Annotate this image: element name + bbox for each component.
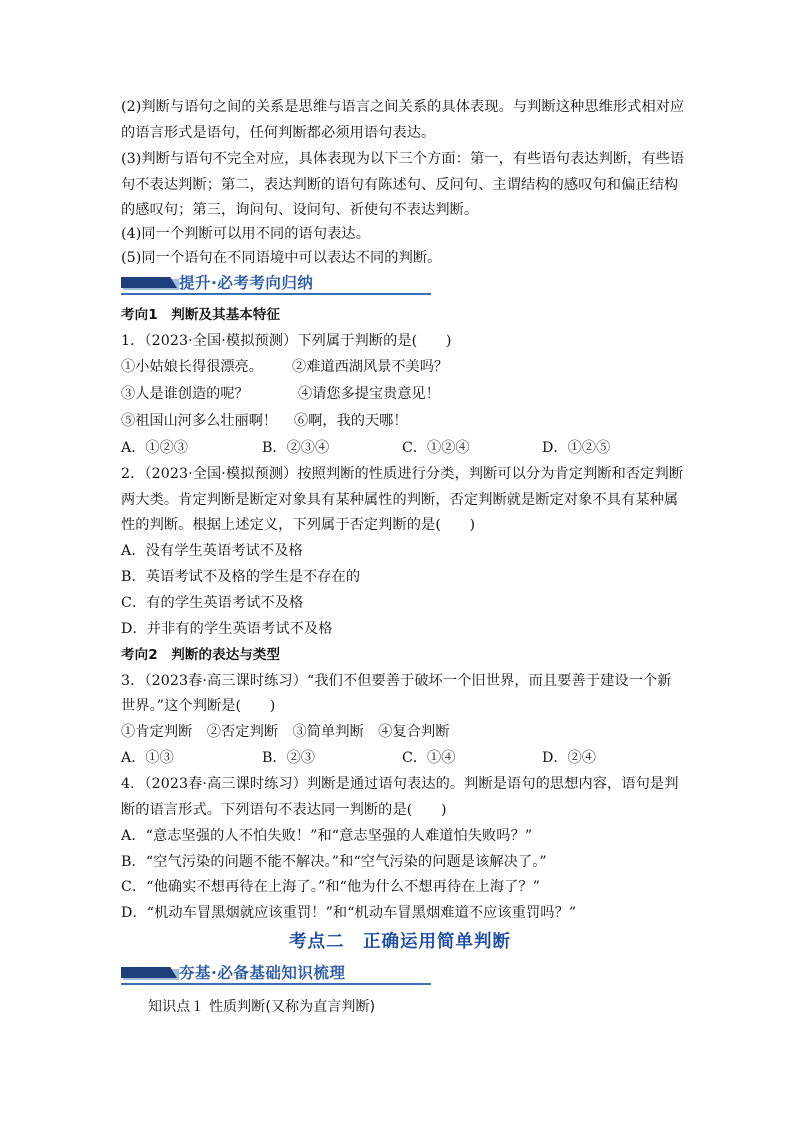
banner-title: 夯基·必备基础知识梳理 xyxy=(179,964,346,982)
q4-stem-line1: 4．（2023春·高三课时练习）判断是通过语句表达的。判断是语句的思想内容，语句是判 xyxy=(121,776,679,792)
q2-option-b: B．英语考试不及格的学生是不存在的 xyxy=(121,569,361,585)
q1-option-c: C．①②④ xyxy=(402,440,470,456)
q4-option-a: A．“意志坚强的人不怕失败！”和“意志坚强的人难道怕失败吗？” xyxy=(121,828,533,844)
q3-items: ①肯定判断 ②否定判断 ③简单判断 ④复合判断 xyxy=(121,724,450,740)
direction-1-heading: 考向1 判断及其基本特征 xyxy=(121,307,281,323)
q2-stem-line2: 两大类。肯定判断是断定对象具有某种属性的判断，否定判断就是断定对象不具有某种属 xyxy=(121,492,679,508)
q1-item-6: ⑥啊，我的天哪！ xyxy=(294,413,408,429)
q1-item-1: ①小姑娘长得很漂亮。 xyxy=(121,359,263,375)
q1-item-3: ③人是谁创造的呢？ xyxy=(121,386,249,402)
intro-p3-line1: (3)判断与语句不完全对应，具体表现为以下三个方面：第一，有些语句表达判断，有些语 xyxy=(121,151,685,167)
section-banner-foundation xyxy=(121,962,431,986)
q3-option-d: D．②④ xyxy=(542,750,596,766)
intro-p5: (5)同一个语句在不同语境中可以表达不同的判断。 xyxy=(121,250,442,266)
q2-stem-line1: 2．（2023·全国·模拟预测）按照判断的性质进行分类，判断可以分为肯定判断和否定判断 xyxy=(121,466,684,482)
q4-option-d: D．“机动车冒黑烟就应该重罚！”和“机动车冒黑烟难道不应该重罚吗？” xyxy=(121,905,577,921)
intro-p4: (4)同一个判断可以用不同的语句表达。 xyxy=(121,226,370,242)
section-banner-improve xyxy=(121,272,431,296)
q2-option-d: D．并非有的学生英语考试不及格 xyxy=(121,621,333,637)
q2-stem-line3: 性的判断。根据上述定义，下列属于否定判断的是( ) xyxy=(121,517,476,533)
q2-option-a: A．没有学生英语考试不及格 xyxy=(121,543,303,559)
banner-accent-stripe xyxy=(121,277,177,288)
q1-item-5: ⑤祖国山河多么壮丽啊！ xyxy=(121,413,278,429)
banner-title: 提升·必考考向归纳 xyxy=(179,274,314,292)
q4-stem-line2: 断的语言形式。下列语句不表达同一判断的是( ) xyxy=(121,802,447,818)
q1-stem: 1．（2023·全国·模拟预测）下列属于判断的是( ) xyxy=(121,333,452,349)
q1-item-2: ②难道西湖风景不美吗？ xyxy=(292,359,449,375)
intro-p2-line2: 的语言形式是语句，任何判断都必须用语句表达。 xyxy=(121,125,436,141)
q1-option-d: D．①②⑤ xyxy=(542,440,611,456)
q2-option-c: C．有的学生英语考试不及格 xyxy=(121,595,304,611)
q3-stem-line1: 3．（2023春·高三课时练习）“我们不但要善于破坏一个旧世界，而且要善于建设一个新 xyxy=(121,673,672,689)
intro-p3-line3: 的感叹句；第三，询问句、设问句、祈使句不表达判断。 xyxy=(121,202,479,218)
intro-p2-line1: (2)判断与语句之间的关系是思维与语言之间关系的具体表现。与判断这种思维形式相对应 xyxy=(121,99,685,115)
banner-underline xyxy=(121,293,431,295)
section-2-title: 考点二 正确运用简单判断 xyxy=(289,932,511,952)
intro-p3-line2: 句不表达判断；第二，表达判断的语句有陈述句、反问句、主谓结构的感叹句和偏正结构 xyxy=(121,177,679,193)
q1-item-4: ④请您多提宝贵意见！ xyxy=(298,386,440,402)
q1-option-a: A．①②③ xyxy=(121,440,188,456)
q1-option-b: B．②③④ xyxy=(262,440,330,456)
banner-accent-stripe xyxy=(121,967,177,978)
knowledge-point-1-heading: 知识点１ 性质判断(又称为直言判断) xyxy=(148,999,376,1015)
banner-underline xyxy=(121,983,431,985)
q3-option-b: B．②③ xyxy=(262,750,315,766)
q3-option-a: A．①③ xyxy=(121,750,174,766)
q3-stem-line2: 世界。”这个判断是( ) xyxy=(121,698,276,714)
q4-option-b: B．“空气污染的问题不能不解决。”和“空气污染的问题是该解决了。” xyxy=(121,854,547,870)
direction-2-heading: 考向2 判断的表达与类型 xyxy=(121,647,281,663)
q4-option-c: C．“他确实不想再待在上海了。”和“他为什么不想再待在上海了？” xyxy=(121,879,541,895)
q3-option-c: C．①④ xyxy=(402,750,456,766)
